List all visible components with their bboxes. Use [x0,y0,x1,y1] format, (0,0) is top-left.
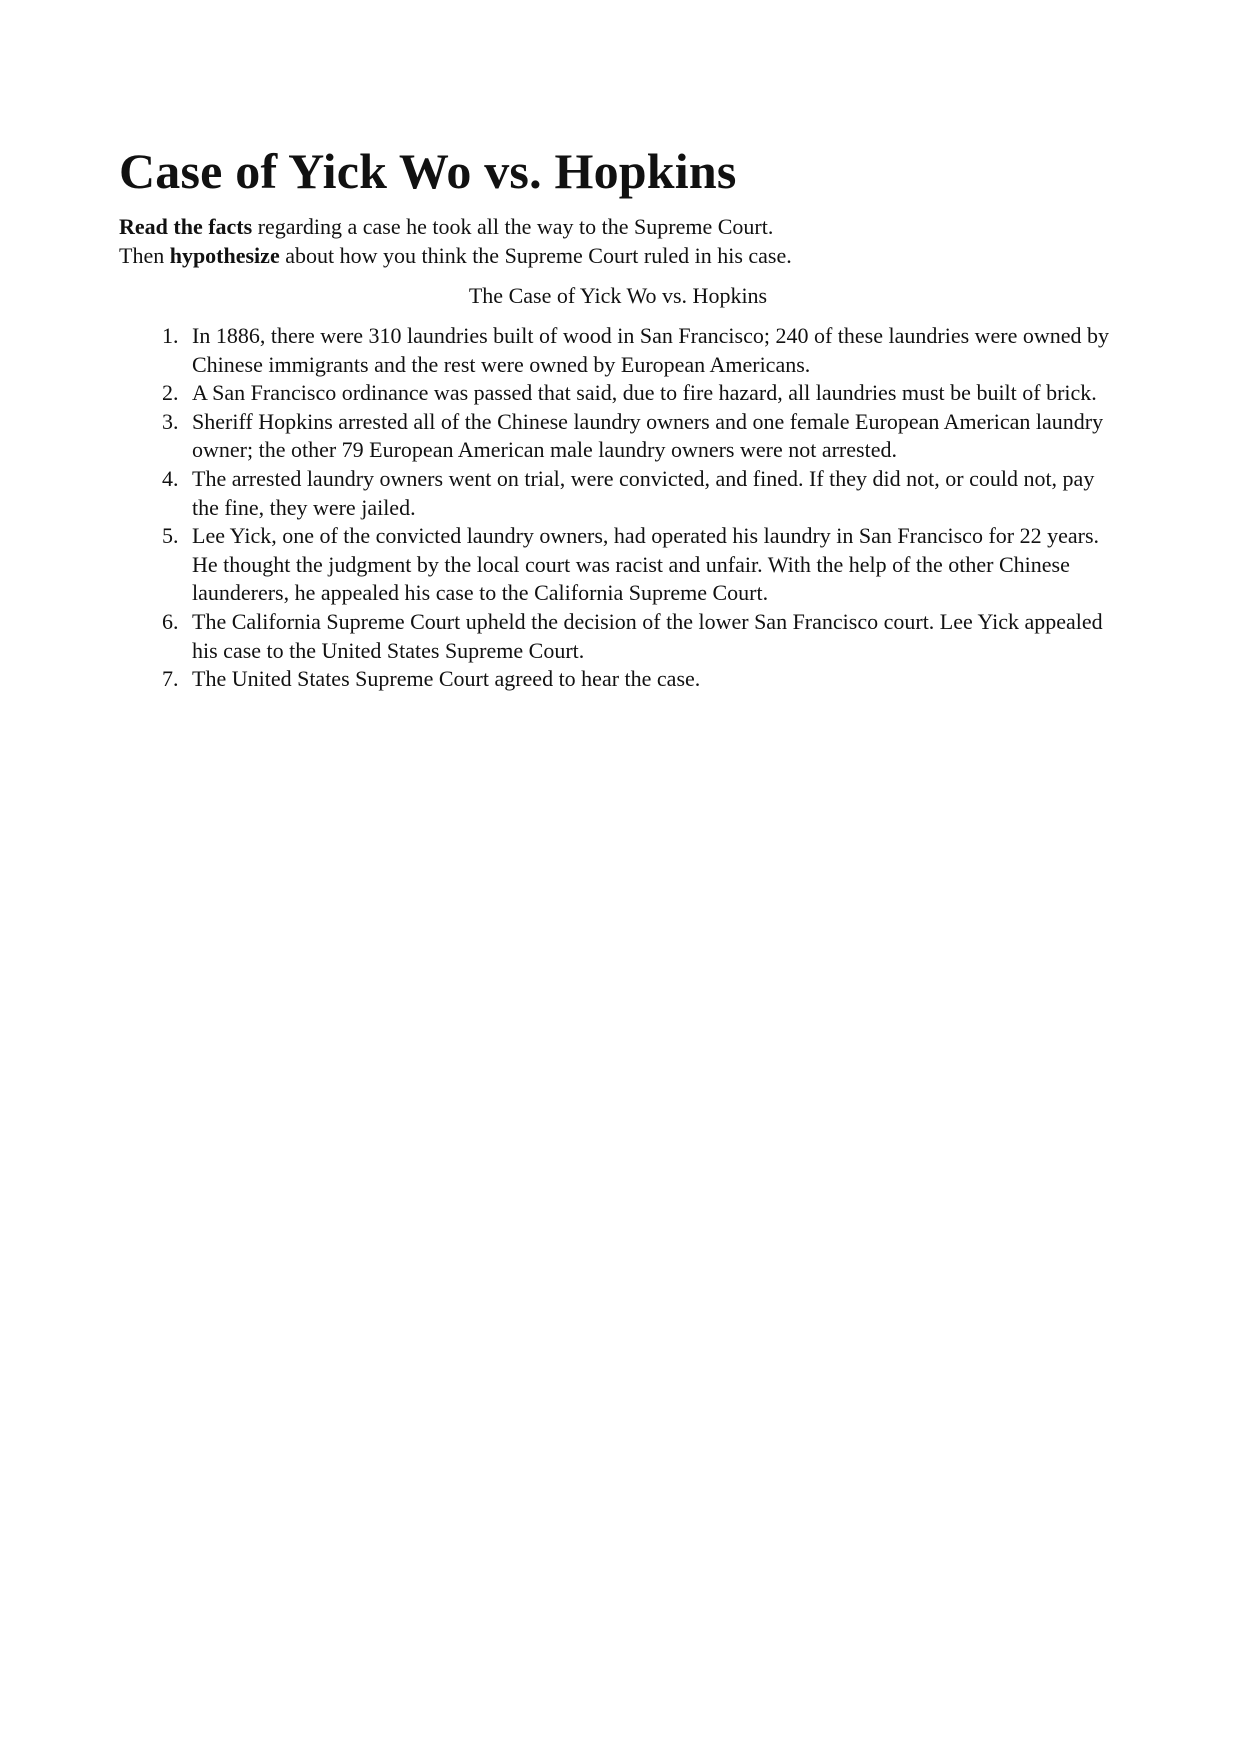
list-item-text: A San Francisco ordinance was passed that said, due to fire hazard, all laundries must be built of brick. [192,380,1097,406]
document-body [119,140,1119,694]
list-item-text: The United States Supreme Court agreed to hear the case. [192,666,701,692]
facts-list [119,322,1119,694]
list-item-number: 5. [162,523,179,549]
intro-line-2-prefix: Then [119,243,170,268]
list-item-number: 6. [162,608,179,634]
case-subtitle: The Case of Yick Wo vs. Hopkins [468,283,768,308]
list-item [119,408,1119,465]
list-item-number: 3. [162,408,179,434]
intro-line-1 [119,212,1119,241]
list-item-number: 7. [162,666,179,692]
list-item [119,379,1119,408]
list-item-text: In 1886, there were 310 laundries built of wood in San Francisco; 240 of these laundries were owned by Chinese immigrants and the rest were owned by European Americans. [192,323,1110,377]
list-item [119,465,1119,522]
list-item-text: The arrested laundry owners went on trial, were convicted, and fined. If they did not, or could not, pay the fine, they were jailed. [192,465,1095,520]
page-title: Case of Yick Wo vs. Hopkins [119,143,737,199]
intro-line-1-text: regarding a case he took all the way to the Supreme Court. [252,214,774,239]
list-item-text: Sheriff Hopkins arrested all of the Chinese laundry owners and one female European American laundry owner; the other 79 European American male laundry owners were not arrested. [192,408,1104,463]
list-item-number: 2. [162,380,179,406]
list-item-number: 4. [162,465,179,491]
list-item-text: Lee Yick, one of the convicted laundry owners, had operated his laundry in San Francisco for 22 years. He thought the judgment by the local court was racist and unfair. With the help of the other Chinese launderers, he appealed his case to the California Supreme Court. [192,523,1100,606]
list-item-number: 1. [162,323,179,348]
intro-line-2-text: about how you think the Supreme Court ruled in his case. [279,243,792,268]
list-item [119,322,1119,379]
list-item-text: The California Supreme Court upheld the decision of the lower San Francisco court. Lee Yick appealed his case to the United States Supreme Court. [192,608,1103,663]
list-item [119,665,1119,694]
intro-bold-hypothesize: hypothesize [169,243,280,268]
intro-line-2 [119,241,1119,270]
list-item [119,608,1119,665]
intro-bold-read-the-facts: Read the facts [119,214,253,239]
list-item [119,522,1119,608]
